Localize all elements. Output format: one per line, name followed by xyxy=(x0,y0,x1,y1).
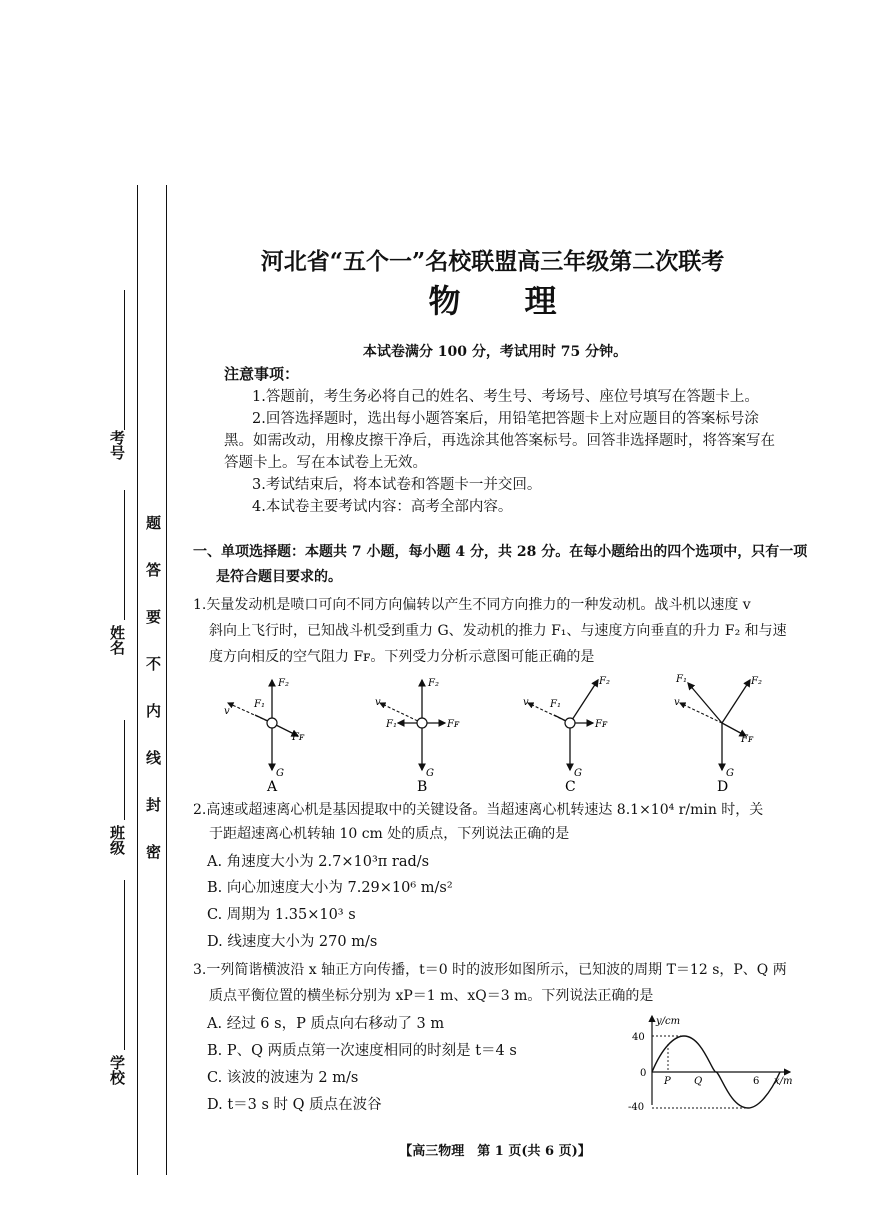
field-label: 考号 xyxy=(108,430,126,460)
exam-title: 河北省“五个一”名校联盟高三年级第二次联考 xyxy=(260,248,725,275)
q3-option-a[interactable]: A. 经过 6 s，P 质点向右移动了 3 m xyxy=(207,1016,445,1032)
label-f1: F₁ xyxy=(386,719,397,730)
section-heading: 一、单项选择题：本题共 7 小题，每小题 4 分，共 28 分。在每小题给出的四个选项中，只有一项 xyxy=(193,544,808,560)
p-label: P xyxy=(664,1076,671,1087)
q2-stem: 于距超速离心机转轴 10 cm 处的质点，下列说法正确的是 xyxy=(209,826,570,842)
y-max-label: 40 xyxy=(632,1032,645,1043)
q1-stem: 斜向上飞行时，已知战斗机受到重力 G、发动机的推力 F₁、与速度方向垂直的升力 F₂ 和与速 xyxy=(209,623,787,639)
label-g: G xyxy=(726,768,734,779)
q3-stem: 质点平衡位置的横坐标分别为 xP＝1 m、xQ＝3 m。下列说法正确的是 xyxy=(209,988,654,1004)
label-f2: F₂ xyxy=(428,678,439,689)
seal-char: 答 xyxy=(144,562,162,577)
y-min-label: -40 xyxy=(628,1102,645,1110)
y-axis-label: y/cm xyxy=(656,1016,681,1027)
subject-title: 物 理 xyxy=(428,282,557,320)
label-v: v xyxy=(523,697,529,708)
q1-stem: 1.矢量发动机是喷口可向不同方向偏转以产生不同方向推力的一种发动机。战斗机以速度 v xyxy=(193,597,751,613)
seal-char: 不 xyxy=(144,656,162,671)
diagram-label: D xyxy=(717,779,729,795)
notice-line: 2.回答选择题时，选出每小题答案后，用铅笔把答题卡上对应题目的答案标号涂 xyxy=(252,411,759,427)
seal-char: 线 xyxy=(144,750,162,765)
notice-line: 1.答题前，考生务必将自己的姓名、考生号、考场号、座位号填写在答题卡上。 xyxy=(252,389,759,405)
field-line[interactable] xyxy=(124,720,125,820)
label-v: v xyxy=(674,697,680,708)
label-f1: F₁ xyxy=(550,699,561,710)
seal-char: 题 xyxy=(144,515,162,530)
field-label: 学校 xyxy=(108,1055,126,1085)
field-name xyxy=(105,490,125,670)
x-end-label: 6 xyxy=(753,1076,760,1087)
q2-option-a[interactable]: A. 角速度大小为 2.7×10³π rad/s xyxy=(207,854,430,870)
label-f1: F₁ xyxy=(676,674,687,685)
label-ff: Fꜰ xyxy=(292,732,305,743)
field-label: 班级 xyxy=(108,825,126,855)
seal-char: 要 xyxy=(144,609,162,624)
diagram-label: B xyxy=(417,779,428,795)
diagram-label: A xyxy=(267,779,278,795)
label-f2: F₂ xyxy=(599,676,610,687)
label-ff: Fꜰ xyxy=(741,734,754,745)
label-f2: F₂ xyxy=(751,676,762,687)
label-g: G xyxy=(574,768,582,779)
label-ff: Fꜰ xyxy=(595,719,608,730)
q3-wave-graph xyxy=(618,1010,803,1110)
notice-line: 3.考试结束后，将本试卷和答题卡一并交回。 xyxy=(252,477,542,493)
diagram-c[interactable] xyxy=(523,676,610,795)
q2-option-c[interactable]: C. 周期为 1.35×10³ s xyxy=(207,907,356,923)
notice-heading: 注意事项： xyxy=(224,365,300,383)
margin-line-right xyxy=(166,185,167,1175)
field-line[interactable] xyxy=(124,490,125,620)
exam-info: 本试卷满分 100 分，考试用时 75 分钟。 xyxy=(362,344,628,360)
q3-option-d[interactable]: D. t＝3 s 时 Q 质点在波谷 xyxy=(207,1097,382,1113)
diagram-d[interactable] xyxy=(674,674,762,795)
label-v: v xyxy=(375,697,381,708)
notice-line: 答题卡上。写在本试卷上无效。 xyxy=(224,455,427,471)
seal-text xyxy=(143,515,161,891)
q3-stem: 3.一列简谐横波沿 x 轴正方向传播，t＝0 时的波形如图所示，已知波的周期 T＝12 s，P、Q 两 xyxy=(193,962,787,978)
seal-char: 封 xyxy=(144,797,162,812)
diagram-a[interactable] xyxy=(224,678,305,795)
seal-char: 内 xyxy=(144,703,162,718)
field-line[interactable] xyxy=(124,880,125,1050)
label-g: G xyxy=(426,768,434,779)
section-heading-cont: 是符合题目要求的。 xyxy=(216,569,342,585)
q3-option-c[interactable]: C. 该波的波速为 2 m/s xyxy=(207,1070,359,1086)
diagram-b[interactable] xyxy=(375,678,460,795)
q2-option-b[interactable]: B. 向心加速度大小为 7.29×10⁶ m/s² xyxy=(207,880,453,896)
label-ff: Fꜰ xyxy=(447,719,460,730)
notice-line: 黑。如需改动，用橡皮擦干净后，再选涂其他答案标号。回答非选择题时，将答案写在 xyxy=(224,433,775,449)
q2-option-d[interactable]: D. 线速度大小为 270 m/s xyxy=(207,934,378,950)
label-v: v xyxy=(224,706,230,717)
label-f1: F₁ xyxy=(254,699,265,710)
q2-stem: 2.高速或超速离心机是基因提取中的关键设备。当超速离心机转速达 8.1×10⁴ r/min 时，关 xyxy=(193,802,764,818)
seal-char: 密 xyxy=(144,844,162,859)
q-label: Q xyxy=(694,1076,703,1087)
q3-option-b[interactable]: B. P、Q 两质点第一次速度相同的时刻是 t＝4 s xyxy=(207,1043,517,1059)
label-f2: F₂ xyxy=(278,678,289,689)
diagram-label: C xyxy=(565,779,576,795)
margin-line-left xyxy=(137,185,138,1175)
field-class xyxy=(105,720,125,870)
notice-line: 4.本试卷主要考试内容：高考全部内容。 xyxy=(252,499,513,515)
origin-label: 0 xyxy=(640,1068,647,1079)
q1-stem: 度方向相反的空气阻力 Fꜰ。下列受力分析示意图可能正确的是 xyxy=(209,649,595,665)
q1-diagrams xyxy=(210,670,790,800)
page-footer: 【高三物理 第 1 页(共 6 页)】 xyxy=(399,1144,591,1159)
x-axis-label: x/m xyxy=(774,1076,793,1087)
label-g: G xyxy=(276,768,284,779)
field-school xyxy=(105,880,125,1100)
field-label: 姓名 xyxy=(108,625,126,655)
